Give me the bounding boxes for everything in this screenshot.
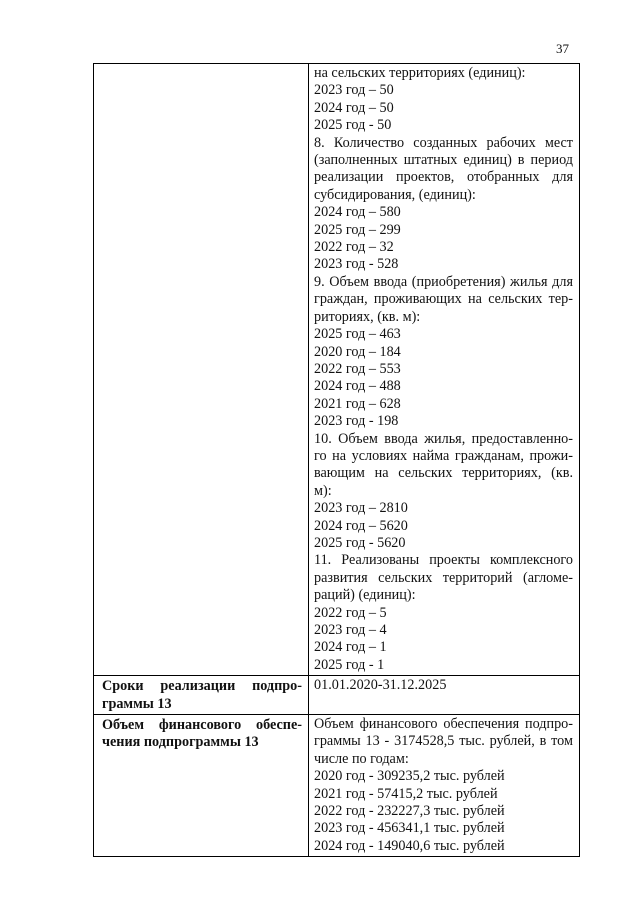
- text-line: чения подпрограммы 13: [102, 734, 259, 751]
- text-line: Объем финансового обеспечения подпро-: [314, 716, 573, 733]
- value-cell: [309, 676, 580, 715]
- text-line: субсидирования, (единиц):: [314, 186, 476, 203]
- label-cell: [94, 676, 309, 715]
- text-line: на сельских территориях (единиц):: [314, 65, 526, 81]
- text-line: 2025 год – 299: [314, 221, 401, 238]
- table-row-financing: [94, 715, 580, 857]
- text-line: 2024 год - 149040,6 тыс. рублей: [314, 837, 505, 854]
- text-line: 2023 год - 456341,1 тыс. рублей: [314, 820, 505, 837]
- page-number: 37: [556, 41, 569, 56]
- text-line: реализации проектов, отобранных для: [314, 169, 573, 186]
- text-line: 2021 год - 57415,2 тыс. рублей: [314, 785, 498, 802]
- text-line: 2023 год – 4: [314, 622, 387, 638]
- text-line: 2024 год – 5620: [314, 517, 408, 534]
- text-line: 10. Объем ввода жилья, предоставленно-: [314, 430, 573, 447]
- text-line: граммы 13: [102, 695, 172, 712]
- table-row-indicators: [94, 64, 580, 676]
- text-line: 2024 год – 580: [314, 204, 401, 221]
- text-line: 2025 год – 463: [314, 326, 401, 343]
- text-line: 2025 год - 1: [314, 656, 385, 673]
- text-line: 2024 год – 1: [314, 639, 387, 656]
- text-line: 9. Объем ввода (приобретения) жилья для: [314, 273, 573, 290]
- text-line: 2023 год – 50: [314, 82, 394, 99]
- text-line: числе по годам:: [314, 750, 409, 767]
- value-text: [314, 65, 573, 674]
- value-cell: [309, 64, 580, 676]
- text-line: м):: [314, 482, 332, 499]
- value-text: [314, 677, 573, 694]
- table-row-terms: [94, 676, 580, 715]
- text-line: (заполненных штатных единиц) в период: [314, 152, 573, 169]
- text-line: 2024 год – 488: [314, 378, 401, 395]
- passport-table: [93, 63, 580, 857]
- text-line: 2022 год – 32: [314, 239, 394, 256]
- text-line: 01.01.2020-31.12.2025: [314, 677, 447, 694]
- text-line: 2023 год - 528: [314, 256, 399, 273]
- text-line: Объем финансового обеспе-: [102, 717, 302, 734]
- text-line: 2024 год – 50: [314, 99, 394, 116]
- text-line: развития сельских территорий (агломе-: [314, 569, 573, 586]
- label-text: [102, 678, 302, 713]
- text-line: 2023 год – 2810: [314, 500, 408, 517]
- text-line: 2021 год – 628: [314, 395, 401, 412]
- text-line: раций) (единиц):: [314, 587, 416, 604]
- text-line: 8. Количество созданных рабочих мест: [314, 134, 573, 151]
- label-cell: [94, 64, 309, 676]
- text-line: 11. Реализованы проекты комплексного: [314, 552, 573, 569]
- text-line: 2022 год – 5: [314, 604, 387, 621]
- text-line: 2022 год - 232227,3 тыс. рублей: [314, 803, 505, 820]
- text-line: 2020 год - 309235,2 тыс. рублей: [314, 768, 505, 785]
- text-line: 2020 год – 184: [314, 343, 401, 360]
- label-cell: [94, 715, 309, 857]
- value-cell: [309, 715, 580, 857]
- text-line: 2025 год - 50: [314, 117, 392, 134]
- text-line: граждан, проживающих на сельских тер-: [314, 291, 573, 308]
- text-line: Сроки реализации подпро-: [102, 678, 302, 695]
- label-text: [102, 717, 302, 752]
- text-line: го на условиях найма гражданам, прожи-: [314, 447, 573, 464]
- text-line: граммы 13 - 3174528,5 тыс. рублей, в том: [314, 733, 573, 750]
- text-line: вающим на сельских территориях, (кв.: [314, 465, 573, 482]
- text-line: 2023 год - 198: [314, 413, 399, 430]
- text-line: 2022 год – 553: [314, 360, 401, 377]
- text-line: риториях, (кв. м):: [314, 308, 421, 325]
- value-text: [314, 716, 573, 855]
- text-line: 2025 год - 5620: [314, 534, 406, 551]
